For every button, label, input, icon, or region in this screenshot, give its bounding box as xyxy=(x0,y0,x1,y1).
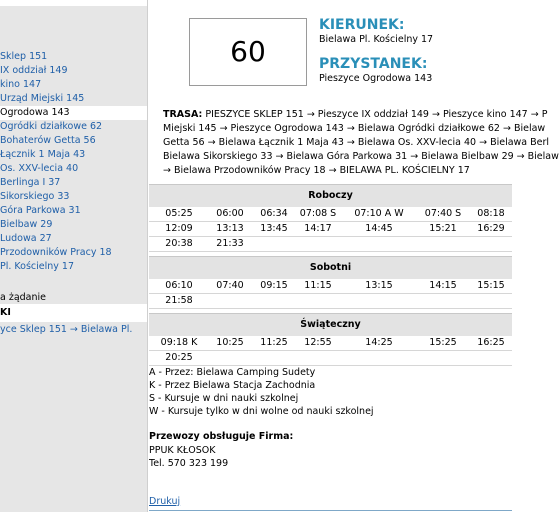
route-line-3: Getta 56 → Bielawa Łącznik 1 Maja 43 → Bielawa Os. XXV-lecia 40 → Bielawa Berl xyxy=(163,137,550,148)
legend-notes xyxy=(149,366,374,418)
departure-time: 08:18 xyxy=(477,208,505,219)
stops-sidebar xyxy=(0,0,148,512)
note-s: S - Kursuje w dni nauki szkolnej xyxy=(149,393,299,404)
departure-time: 11:25 xyxy=(260,337,288,348)
stop-item[interactable]: Pl. Kościelny 17 xyxy=(0,261,75,272)
route-line-5: → Bielawa Przodowników Pracy 18 → BIELAWA PL. KOŚCIELNY 17 xyxy=(163,165,470,176)
roboczy-header: Roboczy xyxy=(149,184,512,207)
route-text-1: PIESZYCE SKLEP 151 → Pieszyce IX oddział 149 → Pieszyce kino 147 → P xyxy=(202,109,548,120)
line-number: 60 xyxy=(189,18,307,86)
departure-time: 07:40 S xyxy=(424,208,462,219)
direction-label: KIERUNEK: xyxy=(319,17,405,33)
departure-time: 07:08 S xyxy=(299,208,337,219)
departure-time: 15:15 xyxy=(477,280,505,291)
stop-item[interactable]: Sikorskiego 33 xyxy=(0,191,70,202)
route-description xyxy=(163,108,559,178)
departure-time: 14:17 xyxy=(304,223,332,234)
timetable-row xyxy=(149,222,512,237)
departure-time: 13:45 xyxy=(260,223,288,234)
departure-time: 15:25 xyxy=(429,337,457,348)
departure-time: 14:25 xyxy=(365,337,393,348)
carrier-name: PPUK KŁOSOK xyxy=(149,445,216,456)
departure-time: 06:10 xyxy=(165,280,193,291)
departure-time: 20:25 xyxy=(165,352,193,363)
on-demand-label: a żądanie xyxy=(0,292,47,303)
sobotni-header: Sobotni xyxy=(149,256,512,279)
stop-item[interactable]: Sklep 151 xyxy=(0,51,48,62)
swiateczny-header: Świąteczny xyxy=(149,313,512,336)
stop-item[interactable]: Ogrodowa 143 xyxy=(0,106,148,120)
stop-item[interactable]: Łącznik 1 Maja 43 xyxy=(0,149,86,160)
print-link[interactable]: Drukuj xyxy=(149,496,181,507)
departure-time: 21:33 xyxy=(216,238,244,249)
bottom-rule xyxy=(149,510,512,511)
departure-time: 09:15 xyxy=(260,280,288,291)
departure-time: 13:15 xyxy=(365,280,393,291)
departure-time: 15:21 xyxy=(429,223,457,234)
stop-item[interactable]: Bielbaw 29 xyxy=(0,219,53,230)
timetable-row xyxy=(149,279,512,294)
route-link[interactable]: yce Sklep 151 → Bielawa Pl. xyxy=(0,324,133,335)
departure-time: 20:38 xyxy=(165,238,193,249)
departure-time: 07:40 xyxy=(216,280,244,291)
departure-time: 21:58 xyxy=(165,295,193,306)
stop-item[interactable]: Góra Parkowa 31 xyxy=(0,205,81,216)
stop-item[interactable]: IX oddział 149 xyxy=(0,65,68,76)
departure-time: 07:10 A W xyxy=(354,208,404,219)
stop-item[interactable]: kino 147 xyxy=(0,79,42,90)
stop-item[interactable]: Urząd Miejski 145 xyxy=(0,93,85,104)
stop-label: PRZYSTANEK: xyxy=(319,56,428,72)
route-line-2: Miejski 145 → Pieszyce Ogrodowa 143 → Bielawa Ogródki działkowe 62 → Bielaw xyxy=(163,123,546,134)
stop-item[interactable]: Berlinga I 37 xyxy=(0,177,61,188)
route-line-4: Bielawa Sikorskiego 33 → Bielawa Góra Parkowa 31 → Bielawa Bielbaw 29 → Bielaw xyxy=(163,151,559,162)
departure-time: 16:29 xyxy=(477,223,505,234)
timetable-row xyxy=(149,336,512,351)
departure-time: 06:34 xyxy=(260,208,288,219)
departure-time: 06:00 xyxy=(216,208,244,219)
route-label: TRASA: xyxy=(163,109,203,120)
note-w: W - Kursuje tylko w dni wolne od nauki szkolnej xyxy=(149,406,374,417)
stop-value: Pieszyce Ogrodowa 143 xyxy=(319,73,433,84)
timetable-row xyxy=(149,207,512,222)
direction-value: Bielawa Pl. Kościelny 17 xyxy=(319,34,434,45)
timetable-row xyxy=(149,237,512,252)
timetable xyxy=(149,184,512,366)
timetable-row xyxy=(149,351,512,366)
departure-time: 16:25 xyxy=(477,337,505,348)
departure-time: 13:13 xyxy=(216,223,244,234)
sidebar-section-header: KI xyxy=(0,304,148,322)
departure-time: 14:45 xyxy=(365,223,393,234)
departure-time: 14:15 xyxy=(429,280,457,291)
sidebar-divider xyxy=(147,0,148,512)
stop-item[interactable]: Bohaterów Getta 56 xyxy=(0,135,96,146)
carrier-title: Przewozy obsługuje Firma: xyxy=(149,431,294,442)
sobotni-rows xyxy=(149,279,512,309)
note-a: A - Przez: Bielawa Camping Sudety xyxy=(149,367,316,378)
stop-item[interactable]: Ogródki działkowe 62 xyxy=(0,121,103,132)
swiateczny-rows xyxy=(149,336,512,366)
stop-item[interactable]: Ludowa 27 xyxy=(0,233,52,244)
timetable-row xyxy=(149,294,512,309)
sidebar-top-strip xyxy=(0,0,148,6)
stop-item[interactable]: Przodowników Pracy 18 xyxy=(0,247,112,258)
departure-time: 12:09 xyxy=(165,223,193,234)
route-line-1 xyxy=(163,108,548,122)
departure-time: 05:25 xyxy=(165,208,193,219)
departure-time: 11:15 xyxy=(304,280,332,291)
stop-item[interactable]: Os. XXV-lecia 40 xyxy=(0,163,79,174)
departure-time: 09:18 K xyxy=(160,337,198,348)
departure-time: 12:55 xyxy=(304,337,332,348)
roboczy-rows xyxy=(149,207,512,252)
departure-time: 10:25 xyxy=(216,337,244,348)
carrier-phone: Tel. 570 323 199 xyxy=(149,458,229,469)
stops-list xyxy=(0,50,148,274)
note-k: K - Przez Bielawa Stacja Zachodnia xyxy=(149,380,316,391)
